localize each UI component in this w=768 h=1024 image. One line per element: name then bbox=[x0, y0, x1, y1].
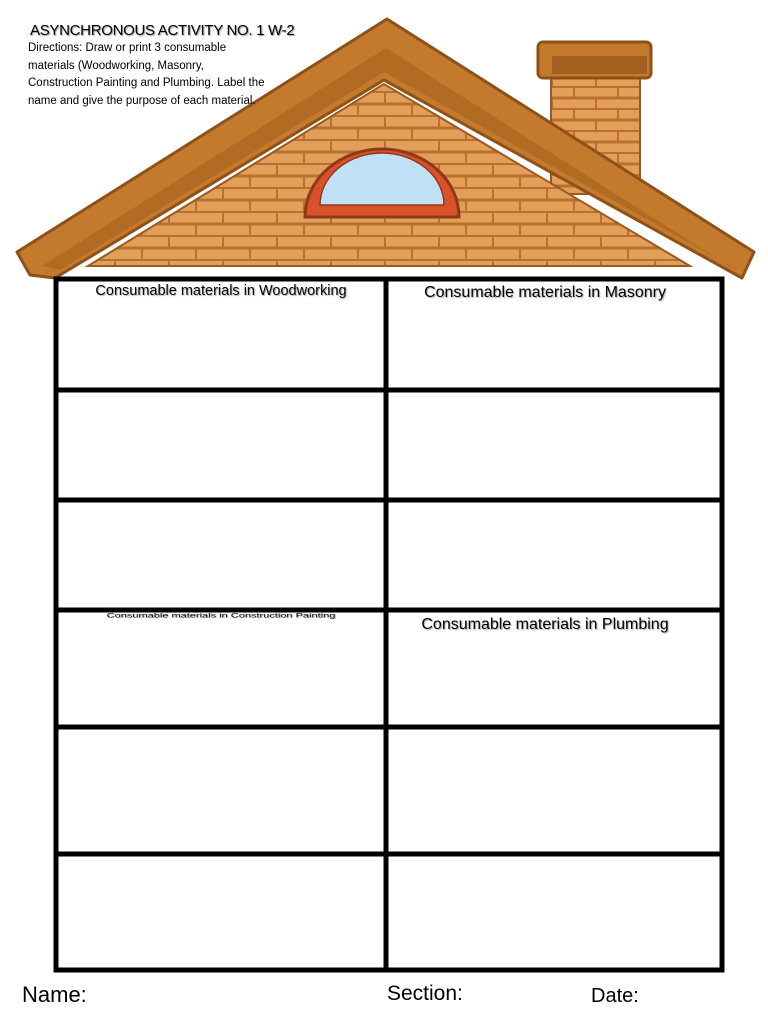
directions-text: Directions: Draw or print 3 consumable materials (Woodworking, Masonry, Construction Painting and Plumbing. Label the name and give the purpose of each material. bbox=[28, 42, 265, 107]
woodworking-answer-cell-2[interactable] bbox=[60, 394, 382, 496]
painting-heading: Consumable materials in Construction Painting bbox=[106, 612, 336, 620]
activity-title: ASYNCHRONOUS ACTIVITY NO. 1 W-2 bbox=[30, 22, 295, 39]
painting-answer-cell-3[interactable] bbox=[60, 858, 382, 966]
masonry-heading: Consumable materials in Masonry bbox=[424, 284, 666, 301]
masonry-answer-cell-2[interactable] bbox=[390, 394, 718, 496]
masonry-answer-cell-3[interactable] bbox=[390, 504, 718, 606]
woodworking-answer-cell-3[interactable] bbox=[60, 504, 382, 606]
date-label: Date: bbox=[591, 985, 639, 1007]
name-label: Name: bbox=[22, 982, 87, 1007]
plumbing-answer-cell-3[interactable] bbox=[390, 858, 718, 966]
painting-answer-cell-1[interactable] bbox=[60, 630, 382, 723]
section-label: Section: bbox=[387, 982, 463, 1005]
plumbing-heading: Consumable materials in Plumbing bbox=[421, 616, 669, 633]
woodworking-heading: Consumable materials in Woodworking bbox=[95, 283, 347, 299]
plumbing-answer-cell-2[interactable] bbox=[390, 731, 718, 850]
plumbing-answer-cell-1[interactable] bbox=[390, 640, 718, 723]
masonry-answer-cell-1[interactable] bbox=[390, 304, 718, 386]
woodworking-answer-cell-1[interactable] bbox=[60, 300, 382, 386]
painting-answer-cell-2[interactable] bbox=[60, 731, 382, 850]
